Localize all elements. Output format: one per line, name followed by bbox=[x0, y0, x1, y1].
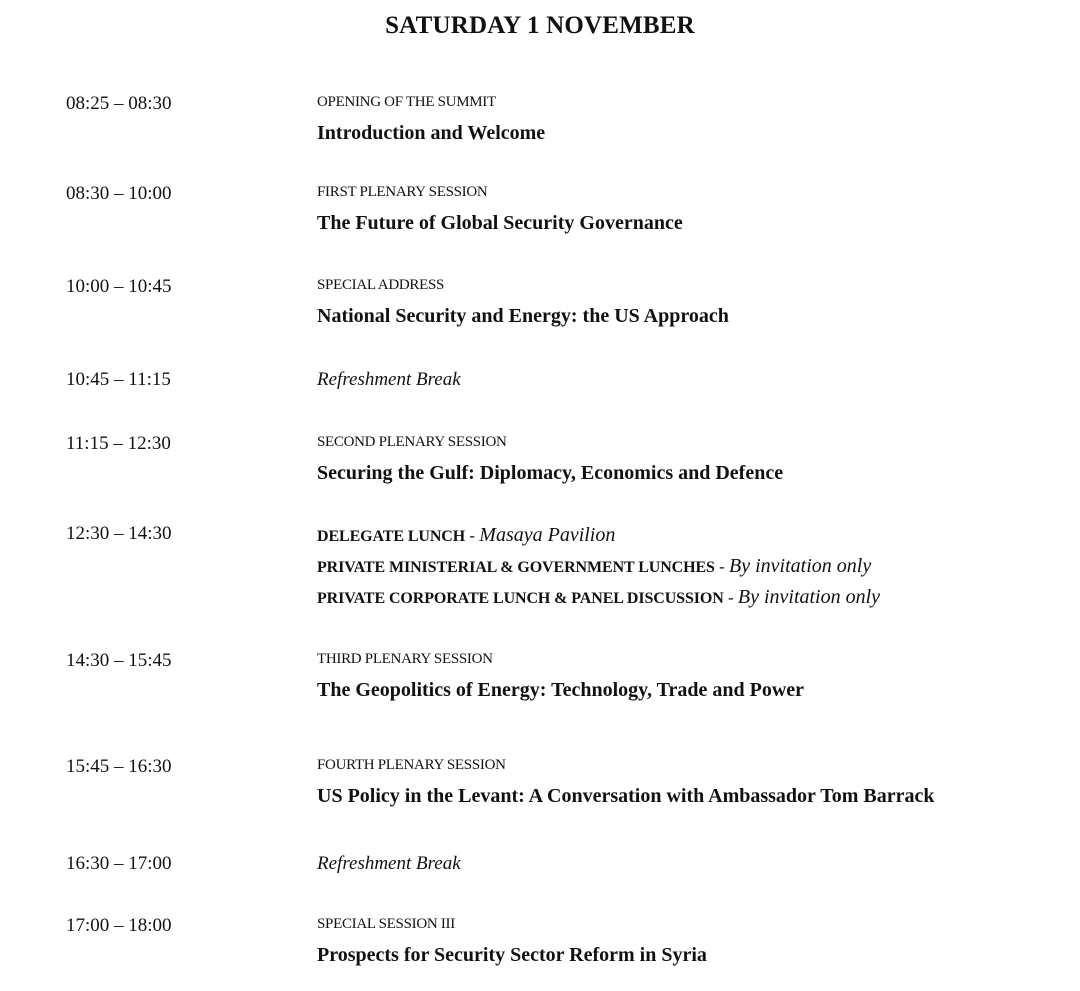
lunch-name: PRIVATE CORPORATE LUNCH & PANEL DISCUSSION bbox=[317, 590, 724, 607]
session-content bbox=[317, 852, 1077, 876]
session-label: FOURTH PLENARY SESSION bbox=[317, 757, 506, 773]
lunch-separator: - bbox=[723, 588, 738, 607]
lunch-separator: - bbox=[465, 526, 480, 545]
session-content bbox=[317, 182, 1077, 236]
session-content bbox=[317, 755, 1077, 809]
refreshment-break: Refreshment Break bbox=[317, 853, 461, 874]
page-title: SATURDAY 1 NOVEMBER bbox=[385, 12, 695, 39]
session-content bbox=[317, 368, 1077, 392]
lunch-note: By invitation only bbox=[729, 555, 872, 577]
session-title: Prospects for Security Sector Reform in Syria bbox=[317, 944, 707, 966]
session-title: National Security and Energy: the US Approach bbox=[317, 305, 729, 327]
session-label: FIRST PLENARY SESSION bbox=[317, 184, 488, 200]
session-time: 10:00 – 10:45 bbox=[66, 276, 172, 297]
session-label: SPECIAL ADDRESS bbox=[317, 277, 445, 293]
session-time: 10:45 – 11:15 bbox=[66, 369, 171, 390]
session-content bbox=[317, 649, 1077, 703]
session-time: 16:30 – 17:00 bbox=[66, 853, 172, 874]
session-label: SECOND PLENARY SESSION bbox=[317, 434, 507, 450]
session-content bbox=[317, 432, 1077, 486]
lunch-item bbox=[317, 584, 1077, 615]
session-time: 17:00 – 18:00 bbox=[66, 915, 172, 936]
session-label: SPECIAL SESSION III bbox=[317, 916, 455, 932]
session-time: 15:45 – 16:30 bbox=[66, 756, 172, 777]
session-title: Introduction and Welcome bbox=[317, 122, 546, 144]
session-title: The Future of Global Security Governance bbox=[317, 212, 683, 234]
session-time: 08:25 – 08:30 bbox=[66, 93, 172, 114]
session-time: 14:30 – 15:45 bbox=[66, 650, 172, 671]
lunch-separator: - bbox=[714, 557, 730, 576]
lunch-name: DELEGATE LUNCH bbox=[317, 528, 466, 545]
session-label: OPENING OF THE SUMMIT bbox=[317, 94, 496, 110]
lunch-item bbox=[317, 522, 1077, 553]
session-label: THIRD PLENARY SESSION bbox=[317, 651, 493, 667]
lunch-item bbox=[317, 553, 1077, 584]
refreshment-break: Refreshment Break bbox=[317, 369, 461, 390]
lunch-list bbox=[317, 522, 1077, 615]
session-time: 08:30 – 10:00 bbox=[66, 183, 172, 204]
session-time: 12:30 – 14:30 bbox=[66, 523, 172, 544]
session-content bbox=[317, 275, 1077, 329]
session-title: US Policy in the Levant: A Conversation with Ambassador Tom Barrack bbox=[317, 785, 935, 807]
session-time: 11:15 – 12:30 bbox=[66, 433, 171, 454]
lunch-note: Masaya Pavilion bbox=[479, 524, 616, 546]
lunch-name: PRIVATE MINISTERIAL & GOVERNMENT LUNCHES bbox=[317, 559, 715, 576]
session-content bbox=[317, 92, 1077, 146]
session-content bbox=[317, 914, 1077, 968]
session-title: The Geopolitics of Energy: Technology, Trade and Power bbox=[317, 679, 805, 701]
lunch-note: By invitation only bbox=[737, 586, 881, 608]
session-title: Securing the Gulf: Diplomacy, Economics and Defence bbox=[317, 462, 784, 484]
